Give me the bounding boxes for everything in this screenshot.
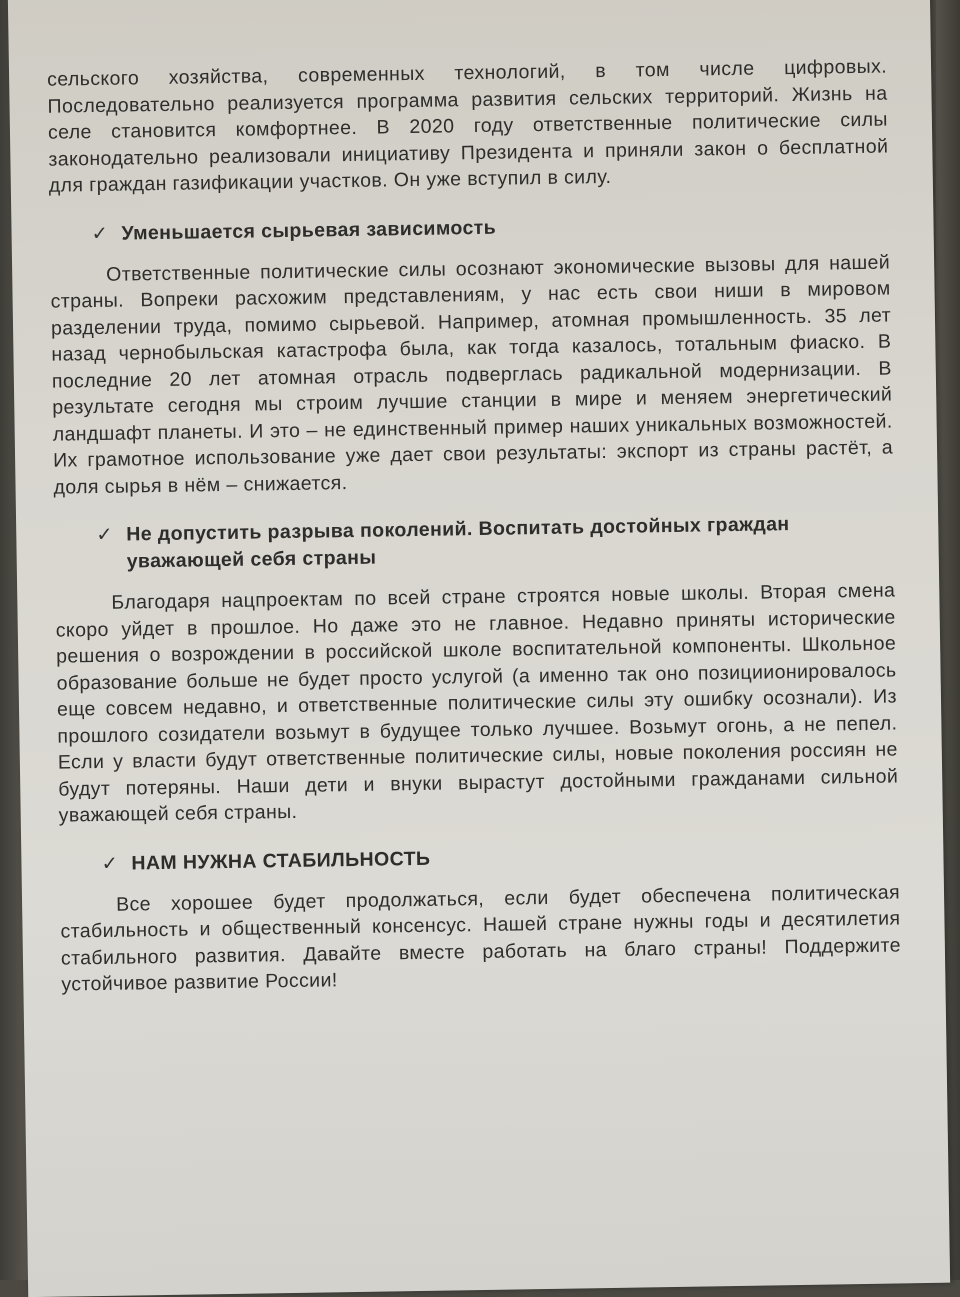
section-heading-stability — [101, 838, 899, 878]
check-mark-icon: ✓ — [96, 523, 114, 546]
section-heading-text: Не допустить разрыва поколений. Воспитать достойных граждан уважающей себя страны — [126, 513, 790, 573]
section-body-stability: Все хорошее будет продолжаться, если будет обеспечена политическая стабильность и общественный консенсус. Нашей стране нужны годы и десятилетия стабильного развития. Давайте вместе работать на благо страны! Поддержите устойчивое развитие России! — [60, 880, 902, 996]
check-mark-icon: ✓ — [91, 222, 109, 245]
paper-sheet — [8, 0, 950, 1297]
section-heading-generations — [96, 509, 895, 576]
section-heading-text: НАМ НУЖНА СТАБИЛЬНОСТЬ — [131, 847, 431, 874]
section-body-raw-materials: Ответственные политические силы осознают экономические вызовы для нашей страны. Вопреки расхожим представлениям, у нас есть свои ниши в мировом разделении труда, помимо сырьевой. Например, атомная промышленность. 35 лет назад чернобыльская катастрофа была, как тогда казалось, тотальным фиаско. В последние 20 лет атомная отрасль подверглась радикальной модернизации. В результате сегодня мы строим лучшие станции в мире и меняем энергетический ландшафт планеты. И это – не единственный пример наших уникальных возможностей. Их грамотное использование уже дает свои результаты: экспорт из страны растёт, а доля сырья в нём – снижается. — [50, 250, 894, 499]
section-heading-raw-materials — [91, 208, 889, 248]
document-body — [47, 54, 902, 999]
intro-paragraph: сельского хозяйства, современных технологий, в том числе цифровых. Последовательно реализуется программа развития сельских территорий. Жизнь на селе становится комфортнее. В 2020 году ответственные политические силы законодательно реализовали инициативу Президента и приняли закон о бесплатной для граждан газификации участков. Он уже вступил в силу. — [46, 55, 889, 197]
section-body-generations: Благодаря нацпроектам по всей стране строятся новые школы. Вторая смена скоро уйдет в прошлое. Но даже это не главное. Недавно приняты исторические решения о возрождении в российской школе воспитательной компоненты. Школьное образование больше не будет просто услугой (а именно так оно позициионировалось еще совсем недавно, и ответственные политические силы эту ошибку осознали). Из прошлого созидатели возьмут в будущее только лучшее. Возьмут огонь, а не пепел. Если у власти будут ответственные политические силы, новые поколения россиян не будут потеряны. Наши дети и внуки вырастут достойными гражданами сильной уважающей себя страны. — [55, 579, 899, 827]
check-mark-icon: ✓ — [101, 852, 119, 875]
section-heading-text: Уменьшается сырьевая зависимость — [121, 216, 497, 245]
